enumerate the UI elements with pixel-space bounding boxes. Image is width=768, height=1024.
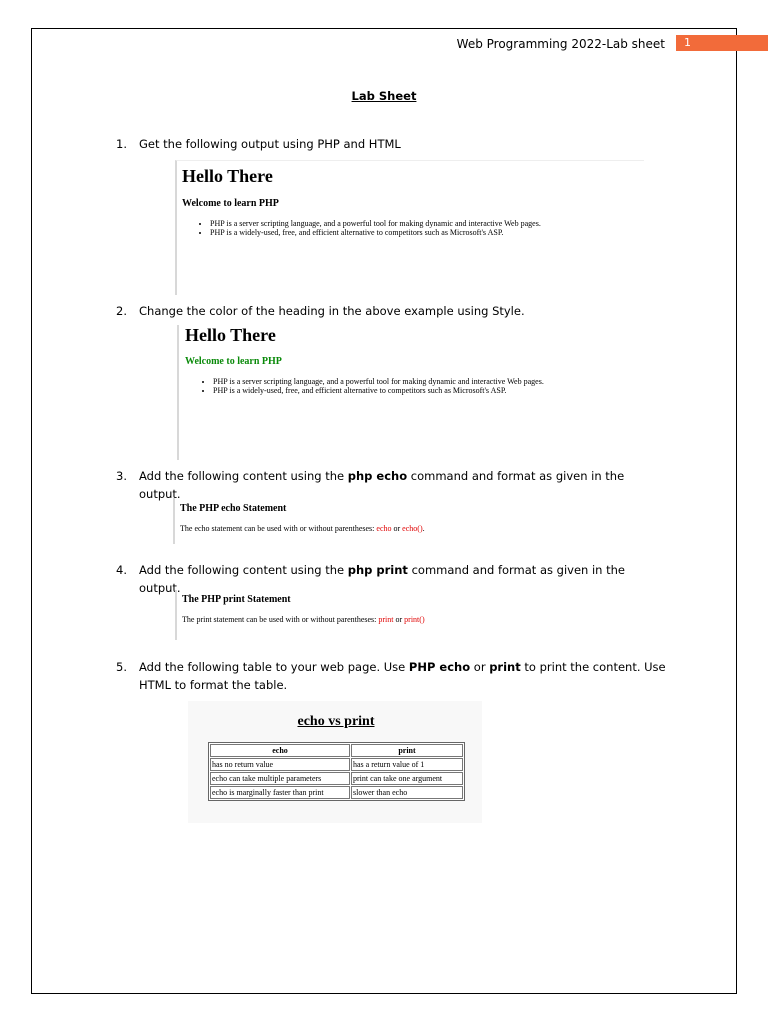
list-item: • PHP is a widely-used, free, and efficient alternative to competitors such as Microsoft's ASP. [210,228,541,237]
list-item: • PHP is a widely-used, free, and efficient alternative to competitors such as Microsoft's ASP. [213,386,544,395]
page-number: 1 [676,35,768,51]
example-heading: The PHP print Statement [182,594,291,605]
question-text: Add the following content using the php echo command and format as given in the output. [139,469,625,501]
question-text: Add the following table to your web page. Use PHP echo or print to print the content. Use HTML to format the table. [139,660,666,692]
example-heading: Hello There [185,325,276,345]
table-cell: has a return value of 1 [351,758,463,771]
example-heading: The PHP echo Statement [180,503,287,514]
column-header: print [351,744,463,757]
table-cell: slower than echo [351,786,463,799]
table-row [210,786,463,799]
table-row [210,758,463,771]
document-title: Lab Sheet [351,89,417,103]
example-output-1 [175,160,644,295]
question-text: Change the color of the heading in the above example using Style. [139,304,525,318]
list-item: • PHP is a server scripting language, and a powerful tool for making dynamic and interactive Web pages. [210,219,541,228]
example-paragraph: The echo statement can be used with or without parentheses: echo or echo(). [180,524,425,533]
table-cell: echo is marginally faster than print [210,786,350,799]
list-item: • PHP is a server scripting language, and a powerful tool for making dynamic and interactive Web pages. [213,377,544,386]
table-cell: print can take one argument [351,772,463,785]
example-subheading: Welcome to learn PHP [182,198,279,209]
question-number: 5. [116,660,127,674]
table-title: echo vs print [297,714,375,729]
question-number: 2. [116,304,127,318]
example-bullet-list [185,377,544,395]
table-row [210,772,463,785]
column-header: echo [210,744,350,757]
question-number: 4. [116,563,127,577]
table-cell: has no return value [210,758,350,771]
echo-vs-print-table [208,742,465,801]
example-heading: Hello There [182,166,273,186]
table-cell: echo can take multiple parameters [210,772,350,785]
example-output-4 [175,590,477,640]
table-header-row [210,744,463,757]
example-subheading-styled: Welcome to learn PHP [185,356,282,367]
question-number: 3. [116,469,127,483]
example-output-3 [173,498,475,544]
example-bullet-list [182,219,541,237]
question-number: 1. [116,137,127,151]
example-paragraph: The print statement can be used with or without parentheses: print or print() [182,615,425,624]
example-output-5 [188,701,482,823]
header-title: Web Programming 2022-Lab sheet [456,37,665,51]
example-output-2 [177,325,619,460]
question-text: Get the following output using PHP and HTML [139,137,401,151]
question-text: Add the following content using the php print command and format as given in the output. [139,563,625,595]
